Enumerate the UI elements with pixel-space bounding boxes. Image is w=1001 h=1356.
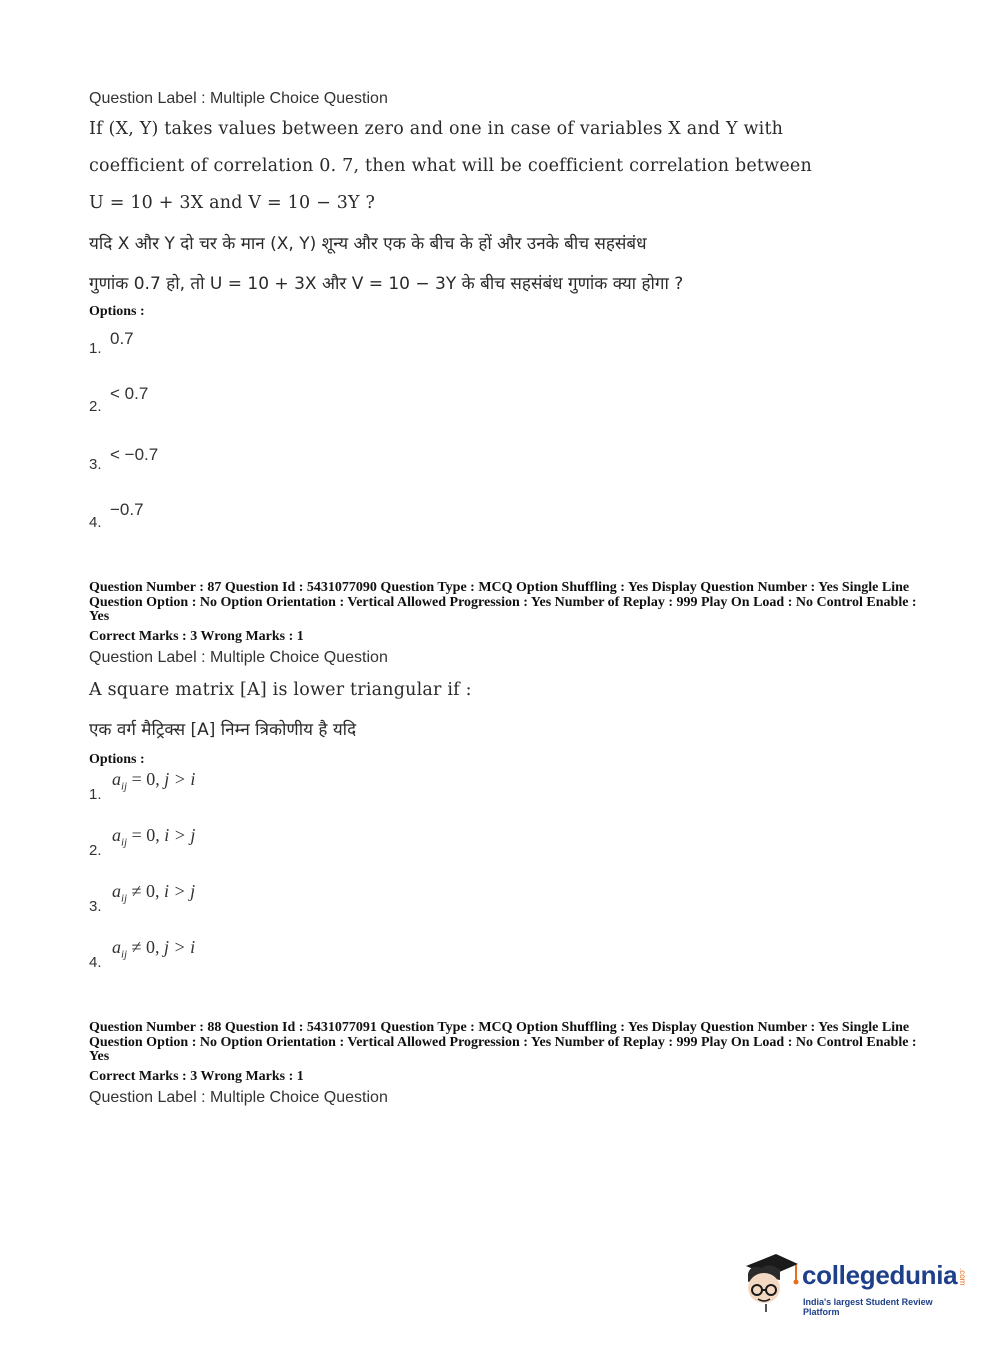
condition: i > j: [164, 881, 196, 901]
q87-text: A square matrix [A] is lower triangular if :: [89, 680, 472, 700]
q86-option-1-number: 1.: [89, 340, 102, 357]
var-a: a: [112, 769, 121, 789]
q87-option-4-number: 4.: [89, 954, 102, 971]
var-a: a: [112, 937, 121, 957]
q86-hindi-line2: गुणांक 0.7 हो, तो U = 10 + 3X और V = 10 − 3Y के बीच सहसंबंध गुणांक क्या होगा ?: [89, 274, 684, 294]
logo-domain: .com: [958, 1268, 967, 1286]
q86-option-4-number: 4.: [89, 514, 102, 531]
q86-option-2-value: < 0.7: [110, 384, 149, 403]
q86-hindi-line1: यदि X और Y दो चर के मान (X, Y) शून्य और एक के बीच के हों और उनके बीच सहसंबंध: [89, 234, 647, 254]
q87-question-label: Question Label : Multiple Choice Question: [89, 649, 388, 666]
q87-option-2-number: 2.: [89, 842, 102, 859]
q87-option-2-value: [112, 825, 195, 849]
relation: ≠ 0,: [127, 937, 165, 957]
q87-option-3-value: [112, 881, 195, 905]
q86-question-label: Question Label : Multiple Choice Question: [89, 90, 388, 107]
subscript-ij: ij: [121, 780, 128, 793]
var-a: a: [112, 825, 121, 845]
q87-option-3-number: 3.: [89, 898, 102, 915]
var-a: a: [112, 881, 121, 901]
condition: j > i: [164, 769, 196, 789]
logo-wordmark: collegedunia: [802, 1260, 958, 1290]
q86-option-4-value: −0.7: [110, 500, 144, 519]
subscript-ij: ij: [121, 948, 128, 961]
q86-text-line2: coefficient of correlation 0. 7, then what will be coefficient correlation between: [89, 156, 812, 176]
q87-marks: Correct Marks : 3 Wrong Marks : 1: [89, 629, 304, 644]
condition: i > j: [164, 825, 196, 845]
relation: ≠ 0,: [127, 881, 165, 901]
q87-meta-info: Question Number : 87 Question Id : 5431077090 Question Type : MCQ Option Shuffling : Yes Display Question Number : Yes Single Line Question Option : No Option Orientation : Vertical Allowed Progression : Yes Number of Replay : 999 Play On Load : No Control Enable : Yes: [89, 580, 917, 624]
q86-option-3-value: < −0.7: [110, 445, 159, 464]
q86-text-line1: If (X, Y) takes values between zero and one in case of variables X and Y with: [89, 119, 784, 139]
relation: = 0,: [127, 769, 165, 789]
relation: = 0,: [127, 825, 165, 845]
subscript-ij: ij: [121, 836, 128, 849]
q86-options-label: Options :: [89, 304, 145, 319]
q87-option-1-number: 1.: [89, 786, 102, 803]
q88-question-label: Question Label : Multiple Choice Question: [89, 1089, 388, 1106]
q86-option-2-number: 2.: [89, 398, 102, 415]
q87-options-label: Options :: [89, 752, 145, 767]
q86-option-1-value: 0.7: [110, 329, 134, 348]
collegedunia-logo: [740, 1250, 970, 1320]
q88-meta-info: Question Number : 88 Question Id : 5431077091 Question Type : MCQ Option Shuffling : Yes Display Question Number : Yes Single Line Question Option : No Option Orientation : Vertical Allowed Progression : Yes Number of Replay : 999 Play On Load : No Control Enable : Yes: [89, 1020, 917, 1064]
q87-hindi: एक वर्ग मैट्रिक्स [A] निम्न त्रिकोणीय है यदि: [89, 720, 357, 740]
mascot-icon: [740, 1250, 800, 1312]
q86-text-line3: U = 10 + 3X and V = 10 − 3Y ?: [89, 193, 376, 213]
logo-tagline: India's largest Student Review Platform: [803, 1297, 933, 1317]
q87-option-4-value: [112, 937, 195, 961]
q86-option-3-number: 3.: [89, 456, 102, 473]
condition: j > i: [164, 937, 196, 957]
subscript-ij: ij: [121, 892, 128, 905]
q87-option-1-value: [112, 769, 195, 793]
q88-marks: Correct Marks : 3 Wrong Marks : 1: [89, 1069, 304, 1084]
